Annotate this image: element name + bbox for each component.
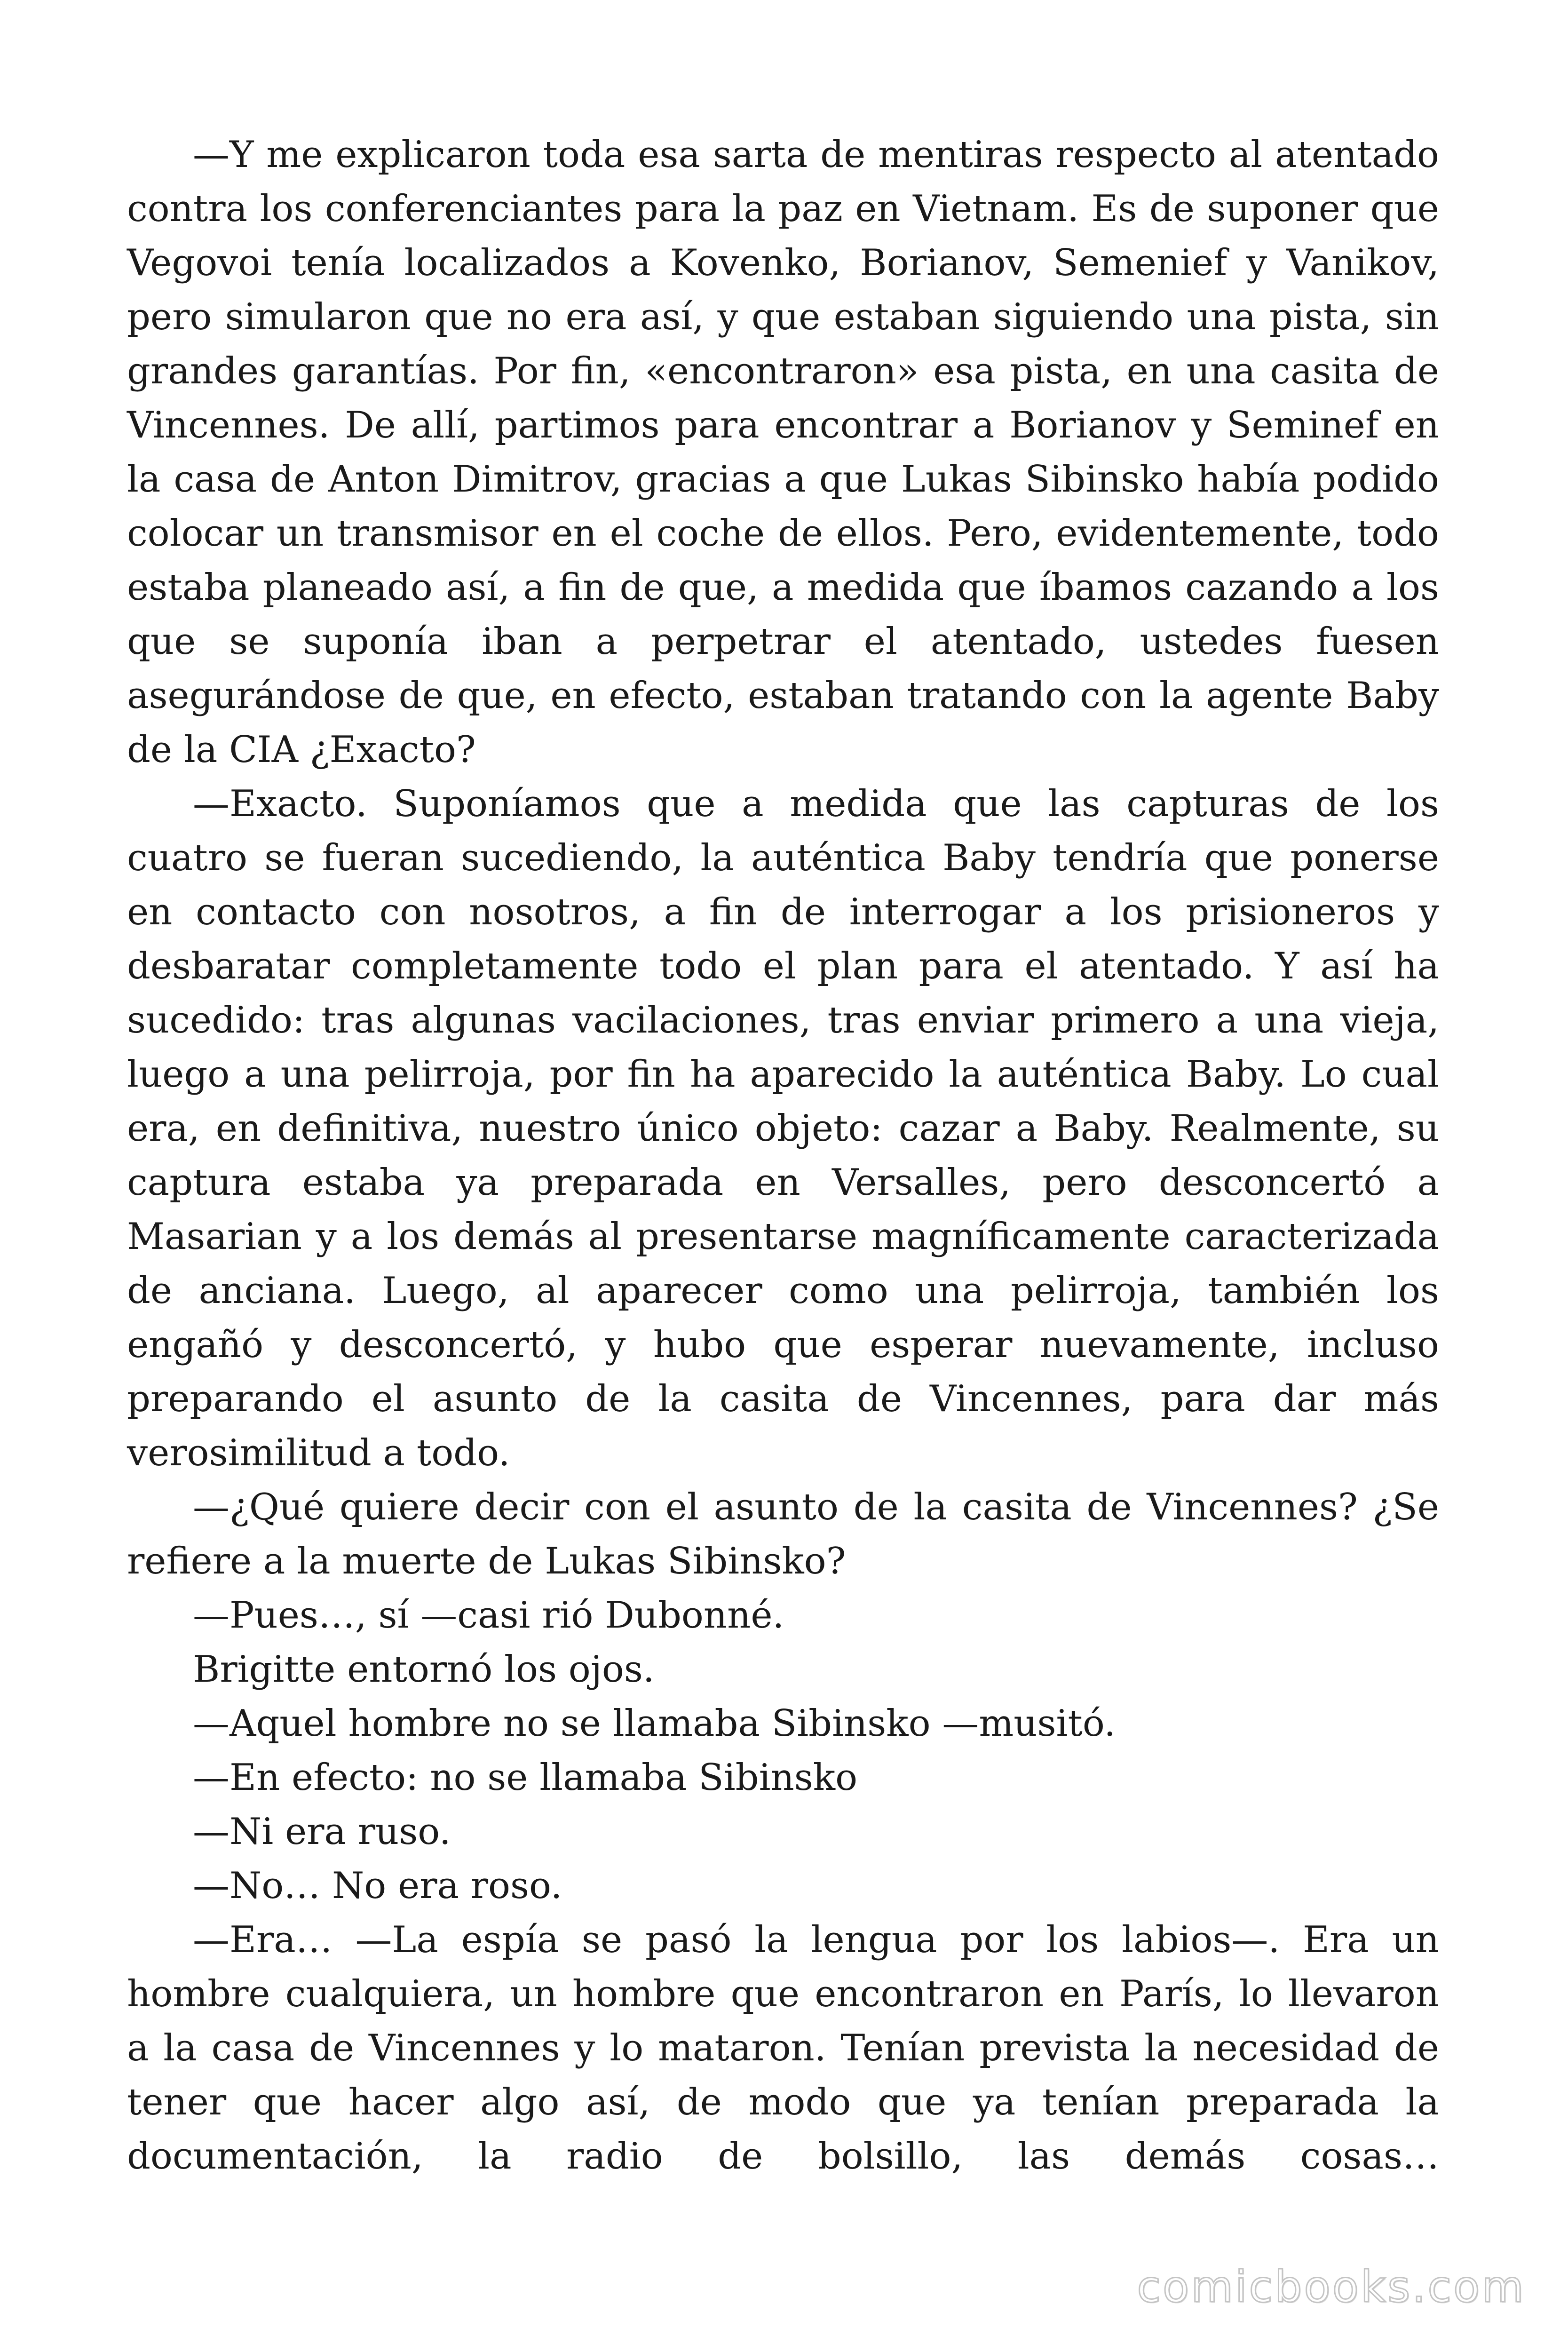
paragraph-3: —¿Qué quiere decir con el asunto de la casita de Vincennes? ¿Se refiere a la muerte de Lukas Sibinsko? (127, 1486, 1439, 1582)
paragraph-10: —Era… —La espía se pasó la lengua por los labios—. Era un hombre cualquiera, un hombre que encontraron en París, lo llevaron a la casa de Vincennes y lo mataron. Tenían prevista la necesidad de tener que hacer algo así, de modo que ya tenían preparada la documentación, la radio de bolsillo, las demás cosas… (127, 1919, 1439, 2177)
watermark: comicbooks.com (1137, 2262, 1526, 2312)
paragraph-2: —Exacto. Suponíamos que a medida que las capturas de los cuatro se fueran sucediendo, la auténtica Baby tendría que ponerse en contacto con nosotros, a fin de interrogar a los prisioneros y desbaratar completamente todo el plan para el atentado. Y así ha sucedido: tras algunas vacilaciones, tras enviar primero a una vieja, luego a una pelirroja, por fin ha aparecido la auténtica Baby. Lo cual era, en definitiva, nuestro único objeto: cazar a Baby. Realmente, su captura estaba ya preparada en Versalles, pero desconcertó a Masarian y a los demás al presentarse magníficamente caracterizada de anciana. Luego, al aparecer como una pelirroja, también los engañó y desconcertó, y hubo que esperar nuevamente, incluso preparando el asunto de la casita de Vincennes, para dar más verosimilitud a todo. (127, 783, 1439, 1474)
paragraph-9: —No… No era roso. (193, 1865, 562, 1907)
paragraph-7: —En efecto: no se llamaba Sibinsko (193, 1756, 858, 1799)
paragraph-6: —Aquel hombre no se llamaba Sibinsko —musitó. (193, 1702, 1116, 1745)
paragraph-4: —Pues…, sí —casi rió Dubonné. (193, 1594, 784, 1637)
paragraph-8: —Ni era ruso. (193, 1811, 451, 1853)
page-text-body (127, 128, 1439, 2184)
paragraph-5: Brigitte entornó los ojos. (193, 1648, 655, 1691)
paragraph-1: —Y me explicaron toda esa sarta de mentiras respecto al atentado contra los conferenciantes para la paz en Vietnam. Es de suponer que Vegovoi tenía localizados a Kovenko, Borianov, Semenief y Vanikov, pero simularon que no era así, y que estaban siguiendo una pista, sin grandes garantías. Por fin, «encontraron» esa pista, en una casita de Vincennes. De allí, partimos para encontrar a Borianov y Seminef en la casa de Anton Dimitrov, gracias a que Lukas Sibinsko había podido colocar un transmisor en el coche de ellos. Pero, evidentemente, todo estaba planeado así, a fin de que, a medida que íbamos cazando a los que se suponía iban a perpetrar el atentado, ustedes fuesen asegurándose de que, en efecto, estaban tratando con la agente Baby de la CIA ¿Exacto? (127, 134, 1439, 771)
